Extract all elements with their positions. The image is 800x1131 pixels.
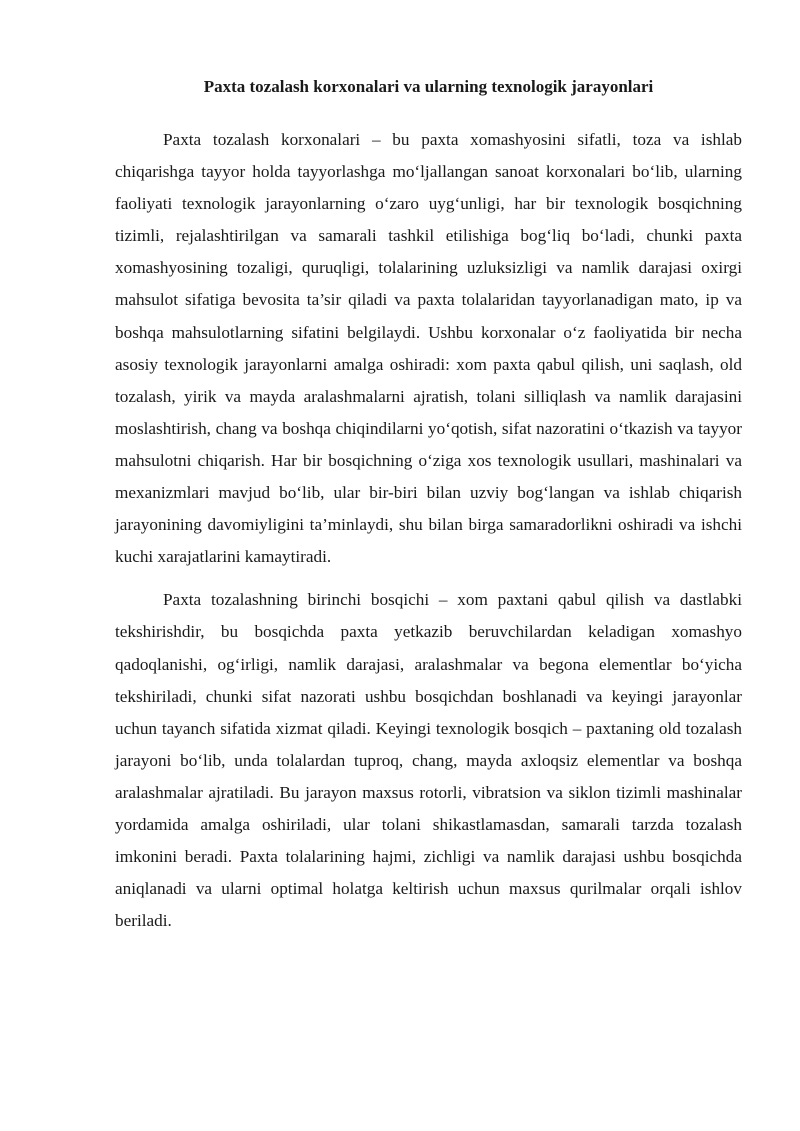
document-page <box>115 72 742 948</box>
document-title: Paxta tozalash korxonalari va ularning texnologik jarayonlari <box>203 77 654 96</box>
paragraph-1: Paxta tozalash korxonalari – bu paxta xomashyosini sifatli, toza va ishlab chiqarishga tayyor holda tayyorlashga mo‘ljallangan sanoat korxonalari bo‘lib, ularning faoliyati texnologik jarayonlarning o‘zaro uyg‘unligi, har bir texnologik bosqichning tizimli, rejalashtirilgan va samarali tashkil etilishiga bog‘liq bo‘ladi, chunki paxta xomashyosining tozaligi, quruqligi, tolalarining uzluksizligi va namlik darajasi oxirgi mahsulot sifatiga bevosita ta’sir qiladi va paxta tolalaridan tayyorlanadigan mato, ip va boshqa mahsulotlarning sifatini belgilaydi. Ushbu korxonalar o‘z faoliyatida bir necha asosiy texnologik jarayonlarni amalga oshiradi: xom paxta qabul qilish, uni saqlash, old tozalash, yirik va mayda aralashmalarni ajratish, tolani silliqlash va namlik darajasini moslashtirish, chang va boshqa chiqindilarni yo‘qotish, sifat nazoratini o‘tkazish va tayyor mahsulotni chiqarish. Har bir bosqichning o‘ziga xos texnologik usullari, mashinalari va mexanizmlari mavjud bo‘lib, ular bir-biri bilan uzviy bog‘langan va ishlab chiqarish jarayonining davomiyligini ta’minlaydi, shu bilan birga samaradorlikni oshiradi va ishchi kuchi xarajatlarini kamaytiradi. <box>115 130 742 567</box>
paragraph-2: Paxta tozalashning birinchi bosqichi – xom paxtani qabul qilish va dastlabki tekshirishdir, bu bosqichda paxta yetkazib beruvchilardan keladigan xomashyo qadoqlanishi, og‘irligi, namlik darajasi, aralashmalar va begona elementlar bo‘yicha tekshiriladi, chunki sifat nazorati ushbu bosqichdan boshlanadi va keyingi jarayonlar uchun tayanch sifatida xizmat qiladi. Keyingi texnologik bosqich – paxtaning old tozalash jarayoni bo‘lib, unda tolalardan tuproq, chang, mayda axloqsiz elementlar va boshqa aralashmalar ajratiladi. Bu jarayon maxsus rotorli, vibratsion va siklon tizimli mashinalar yordamida amalga oshiriladi, ular tolani shikastlamasdan, samarali tarzda tozalash imkonini beradi. Paxta tolalarining hajmi, zichligi va namlik darajasi ushbu bosqichda aniqlanadi va ularni optimal holatga keltirish uchun maxsus qurilmalar orqali ishlov beriladi. <box>115 590 742 931</box>
